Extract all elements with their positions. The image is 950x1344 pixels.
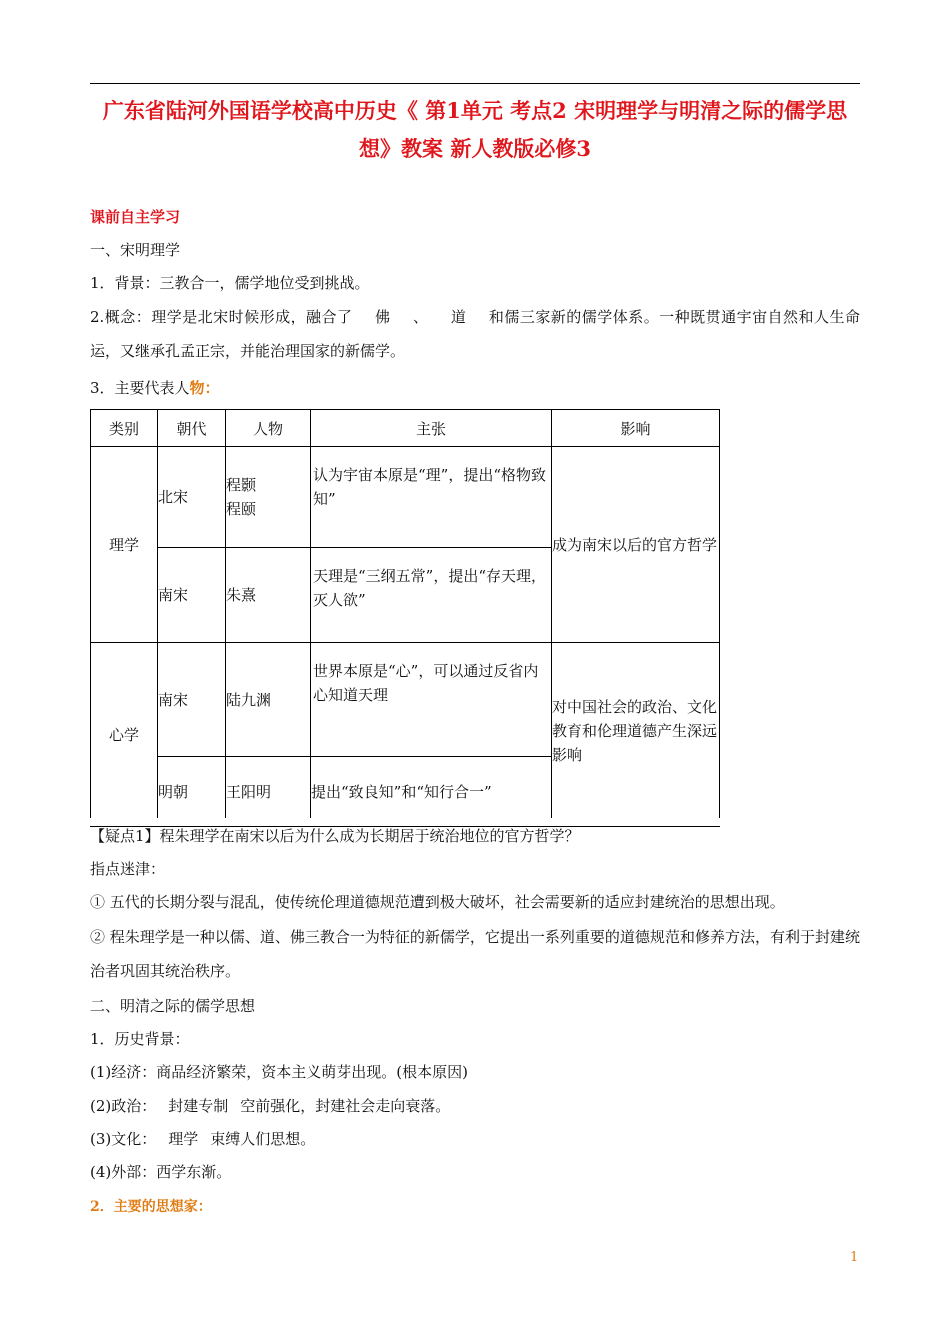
thinkers-heading: 2．主要的思想家： — [90, 1199, 212, 1215]
impact-lixue: 成为南宋以后的官方哲学 — [552, 447, 720, 643]
table-header-row — [91, 410, 720, 447]
history-background: 1．历史背景： — [90, 1030, 190, 1048]
rep-text-b: 物： — [189, 379, 220, 397]
concept-dao: 道 — [450, 308, 467, 326]
heading-ming-qing: 二、明清之际的儒学思想 — [90, 997, 256, 1015]
claim-cell: 天理是“三纲五常”，提出“存天理，灭人欲” — [311, 548, 552, 643]
guide-point-2: ② 程朱理学是一种以儒、道、佛三教合一为特征的新儒学，它提出一系列重要的道德规范和修养方法，有利于封建统治者巩固其统治秩序。 — [90, 928, 860, 980]
person-cell: 王阳明 — [226, 757, 311, 827]
dynasty-cell: 北宋 — [158, 447, 226, 548]
impact-xinxue: 对中国社会的政治、文化教育和伦理道德产生深远影响 — [552, 643, 720, 827]
bg-economy: (1)经济：商品经济繁荣，资本主义萌芽出现。(根本原因) — [90, 1063, 468, 1081]
claim-cell: 世界本原是“心”，可以通过反省内心知道天理 — [311, 643, 552, 757]
header-dynasty: 朝代 — [158, 410, 226, 447]
header-claim: 主张 — [311, 410, 552, 447]
category-lixue: 理学 — [91, 447, 158, 643]
dynasty-cell: 明朝 — [158, 757, 226, 827]
category-xinxue: 心学 — [91, 643, 158, 827]
culture-label: (3)文化： — [90, 1130, 157, 1148]
heading-song-ming: 一、宋明理学 — [90, 241, 181, 259]
bg-external: (4)外部：西学东渐。 — [90, 1163, 232, 1181]
politics-label: (2)政治： — [90, 1097, 157, 1115]
person-cell: 陆九渊 — [226, 643, 311, 757]
table-row — [91, 447, 720, 548]
claim-cell: 提出“致良知”和“知行合一” — [311, 757, 552, 827]
bg-culture — [90, 1129, 315, 1149]
representatives-table — [90, 409, 720, 827]
guide-heading: 指点迷津： — [90, 860, 166, 878]
person-cell: 程颢 程颐 — [226, 447, 311, 548]
point-background: 1．背景：三教合一，儒学地位受到挑战。 — [90, 274, 370, 292]
guide-point-1: ① 五代的长期分裂与混乱，使传统伦理道德规范遭到极大破坏，社会需要新的适应封建统治的思想出现。 — [90, 893, 785, 911]
concept-fo: 佛 — [374, 308, 391, 326]
politics-term: 封建专制 — [168, 1097, 229, 1115]
dynasty-cell: 南宋 — [158, 548, 226, 643]
concept-text-b: 和儒三家新的儒学体系。一种既贯通宇宙自然和人生命运，又继承孔孟正宗，并能治理国家的新儒学。 — [90, 308, 860, 360]
header-impact: 影响 — [552, 410, 720, 447]
culture-rest: 束缚人们思想。 — [210, 1130, 316, 1148]
table-page-break-mask — [88, 818, 728, 826]
claim-cell: 认为宇宙本原是“理”，提出“格物致知” — [311, 447, 552, 548]
person-cell: 朱熹 — [226, 548, 311, 643]
point-representatives — [90, 378, 220, 398]
concept-sep: 、 — [412, 308, 429, 326]
header-person: 人物 — [226, 410, 311, 447]
point-concept — [90, 300, 860, 368]
header-rule — [90, 83, 860, 84]
dynasty-cell: 南宋 — [158, 643, 226, 757]
question-1: 【疑点1】程朱理学在南宋以后为什么成为长期居于统治地位的官方哲学？ — [90, 827, 580, 845]
rep-text-a: 3．主要代表人 — [90, 379, 190, 397]
concept-text-a: 2.概念：理学是北宋时候形成，融合了 — [90, 308, 353, 326]
table-row — [91, 643, 720, 757]
header-category: 类别 — [91, 410, 158, 447]
bg-politics — [90, 1096, 450, 1116]
page-number: 1 — [850, 1250, 859, 1265]
section-heading: 课前自主学习 — [90, 208, 181, 226]
page-title: 广东省陆河外国语学校高中历史《 第1单元 考点2 宋明理学与明清之际的儒学思想》教案 新人教版必修3 — [102, 98, 848, 161]
politics-rest: 空前强化，封建社会走向衰落。 — [240, 1097, 451, 1115]
culture-term: 理学 — [168, 1130, 199, 1148]
